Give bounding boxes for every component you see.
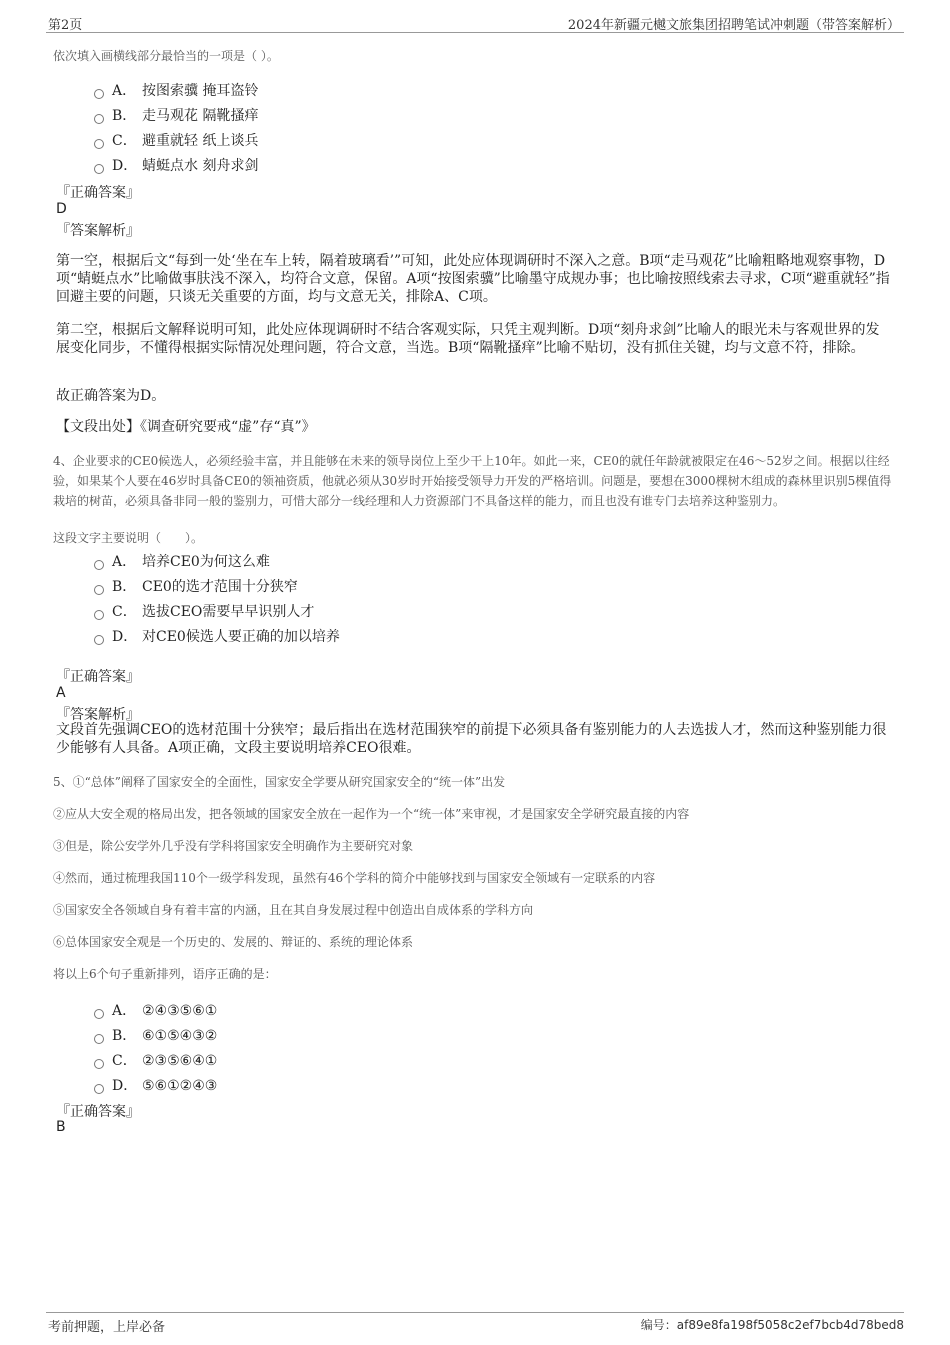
q4-analysis-label: 『答案解析』 (56, 707, 140, 723)
footer-slogan: 考前押题，上岸必备 (48, 1320, 166, 1335)
q3-analysis-paragraph-1: 第一空，根据后文“每到一处‘坐在车上转，隔着玻璃看’”可知，此处应体现调研时不深入之意。B项“走马观花”比喻粗略地观察事物，D项“蜻蜓点水”比喻做事肤浅不深入，均符合文意，保留。A项“按图索骥”比喻墨守成规办事；也比喻按照线索去寻求，C项“避重就轻”指回避主要的问题，只谈无关重要的方面，均与文意无关，排除A、C项。 (56, 253, 890, 305)
q4-option-b[interactable]: B． CE0的选才范围十分狭窄 (94, 576, 298, 598)
radio-icon[interactable] (94, 89, 104, 99)
q4-answer-label: 『正确答案』 (56, 669, 140, 685)
q5-question: 将以上6个句子重新排列，语序正确的是： (53, 967, 277, 981)
q4-stem: 4、企业要求的CE0候选人，必须经验丰富，并且能够在未来的领导岗位上至少干上10年。如此一来，CE0的就任年龄就被限定在46～52岁之间。根据以往经验，如果某个人要在46岁时具备CE0的领袖资质，他就必须从30岁时开始接受领导力开发的严格培训。问题是，要想在3000棵树木组成的森林里识别5棵值得栽培的树苗，必须具备非同一般的鉴别力，可惜大部分一线经理和人力资源部门不具备这样的能力，而且也没有谁专门去培养这种鉴别力。 (53, 454, 892, 508)
q5-sentence-3: ③但是，除公安学外几乎没有学科将国家安全明确作为主要研究对象 (53, 839, 414, 853)
q5-sentence-1: 5、①“总体”阐释了国家安全的全面性，国家安全学要从研究国家安全的“统一体”出发 (53, 775, 506, 789)
page-footer (46, 1312, 904, 1339)
radio-icon[interactable] (94, 560, 104, 570)
q5-sentence-2: ②应从大安全观的格局出发，把各领域的国家安全放在一起作为一个“统一体”来审视，才是国家安全学研究最直接的内容 (53, 807, 690, 821)
q3-analysis-paragraph-2: 第二空，根据后文解释说明可知，此处应体现调研时不结合客观实际，只凭主观判断。D项“刻舟求剑”比喻人的眼光未与客观世界的发展变化同步，不懂得根据实际情况处理问题，符合文意，当选。B项“隔靴搔痒”比喻不贴切，没有抓住关键，均与文意不符，排除。 (56, 322, 880, 356)
q3-option-c[interactable]: C． 避重就轻 纸上谈兵 (94, 130, 258, 152)
q5-answer: B (56, 1119, 66, 1135)
page-number: 第2页 (48, 18, 83, 33)
q3-analysis-conclusion: 故正确答案为D。 (56, 388, 166, 404)
page-header (46, 12, 904, 33)
q3-stem-tail: 依次填入画横线部分最恰当的一项是（ ）。 (53, 49, 279, 63)
radio-icon[interactable] (94, 1084, 104, 1094)
radio-icon[interactable] (94, 1034, 104, 1044)
radio-icon[interactable] (94, 1009, 104, 1019)
q5-sentence-5: ⑤国家安全各领域自身有着丰富的内涵，且在其自身发展过程中创造出自成体系的学科方向 (53, 903, 534, 917)
q5-answer-label: 『正确答案』 (56, 1104, 140, 1120)
q4-question: 这段文字主要说明（ ）。 (53, 531, 204, 545)
radio-icon[interactable] (94, 114, 104, 124)
radio-icon[interactable] (94, 610, 104, 620)
q5-option-b[interactable]: B． ⑥①⑤④③② (94, 1025, 217, 1047)
q3-option-b[interactable]: B． 走马观花 隔靴搔痒 (94, 105, 258, 127)
document-code: 编号：af89e8fa198f5058c2ef7bcb4d78bed8 (640, 1318, 904, 1332)
q3-answer-label: 『正确答案』 (56, 185, 140, 201)
document-title: 2024年新疆元樾文旅集团招聘笔试冲刺题（带答案解析） (567, 18, 900, 33)
q5-sentence-4: ④然而，通过梳理我国110个一级学科发现，虽然有46个学科的简介中能够找到与国家安全领域有一定联系的内容 (53, 871, 656, 885)
radio-icon[interactable] (94, 164, 104, 174)
q5-option-c[interactable]: C． ②③⑤⑥④① (94, 1050, 217, 1072)
radio-icon[interactable] (94, 139, 104, 149)
q3-option-a[interactable]: A． 按图索骥 掩耳盗铃 (94, 80, 258, 102)
q4-analysis: 文段首先强调CEO的选材范围十分狭窄；最后指出在选材范围狭窄的前提下必须具备有鉴别能力的人去选拔人才，然而这种鉴别能力很少能够有人具备。A项正确，文段主要说明培养CEO很难。 (56, 722, 887, 756)
q4-option-d[interactable]: D． 对CE0候选人要正确的加以培养 (94, 626, 340, 648)
q3-option-d[interactable]: D． 蜻蜓点水 刻舟求剑 (94, 155, 258, 177)
radio-icon[interactable] (94, 1059, 104, 1069)
q4-option-c[interactable]: C． 选拔CEO需要早早识别人才 (94, 601, 314, 623)
q5-option-a[interactable]: A． ②④③⑤⑥① (94, 1000, 217, 1022)
radio-icon[interactable] (94, 635, 104, 645)
q4-option-a[interactable]: A． 培养CE0为何这么难 (94, 551, 270, 573)
radio-icon[interactable] (94, 585, 104, 595)
q5-option-d[interactable]: D． ⑤⑥①②④③ (94, 1075, 217, 1097)
q3-analysis-label: 『答案解析』 (56, 223, 140, 239)
q4-answer: A (56, 685, 66, 701)
q3-answer: D (56, 201, 67, 217)
q5-sentence-6: ⑥总体国家安全观是一个历史的、发展的、辩证的、系统的理论体系 (53, 935, 414, 949)
q3-source: 【文段出处】《调查研究要戒“虚”存“真”》 (56, 419, 316, 435)
